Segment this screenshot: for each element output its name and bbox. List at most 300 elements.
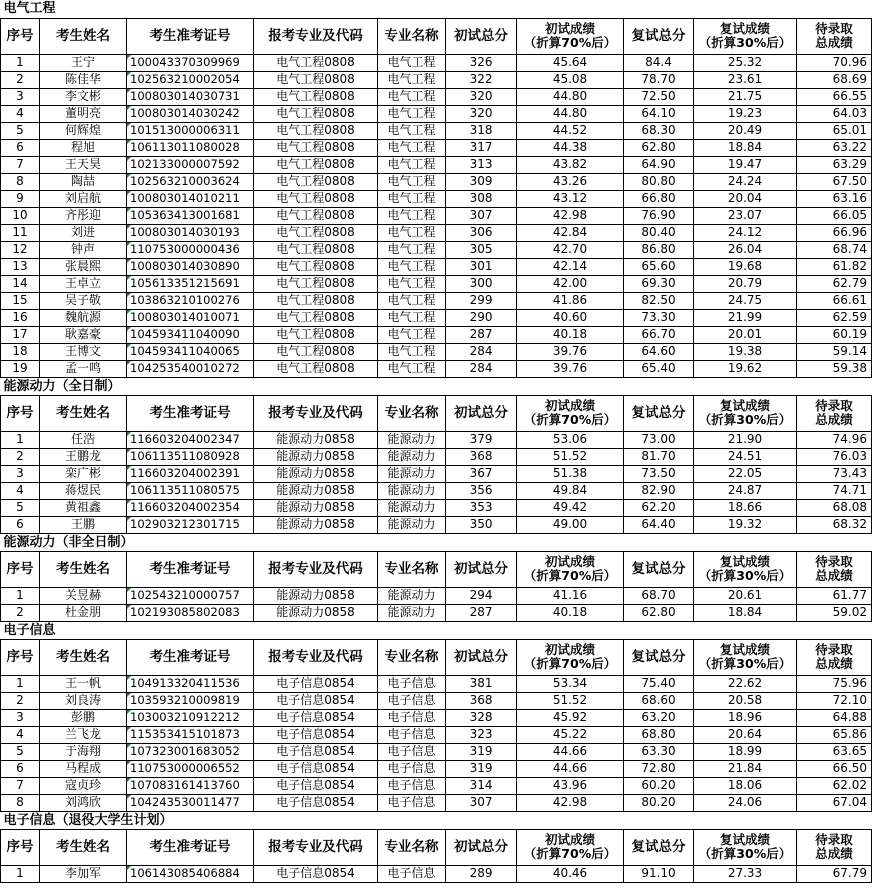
table-row xyxy=(1,794,872,811)
header-retest-total: 复试总分 xyxy=(624,829,694,865)
cell-prelim-total: 379 xyxy=(446,431,517,448)
cell-major-name: 电气工程 xyxy=(378,275,446,292)
cell-final-total: 62.02 xyxy=(797,777,872,794)
cell-seq: 2 xyxy=(1,71,40,88)
cell-prelim-total: 320 xyxy=(446,88,517,105)
cell-retest-weighted: 20.01 xyxy=(694,326,797,343)
cell-retest-total: 84.4 xyxy=(624,54,694,71)
cell-prelim-weighted: 49.42 xyxy=(517,499,624,516)
cell-retest-total: 64.40 xyxy=(624,516,694,533)
table-row xyxy=(1,726,872,743)
cell-final-total: 64.03 xyxy=(797,105,872,122)
cell-major-code: 电子信息0854 xyxy=(254,865,378,882)
cell-prelim-weighted: 44.66 xyxy=(517,743,624,760)
cell-retest-weighted: 24.51 xyxy=(694,448,797,465)
cell-exam-id: 115353415101873 xyxy=(127,726,254,743)
section-title: 能源动力（非全日制） xyxy=(1,533,127,551)
table-row xyxy=(1,448,872,465)
cell-retest-total: 65.60 xyxy=(624,258,694,275)
table-row xyxy=(1,743,872,760)
cell-major-name: 能源动力 xyxy=(378,465,446,482)
blank-cell xyxy=(797,621,872,639)
header-retest-weighted: 复试成绩 （折算30%后） xyxy=(694,395,797,431)
cell-major-code: 电子信息0854 xyxy=(254,709,378,726)
cell-major-name: 电气工程 xyxy=(378,343,446,360)
cell-major-code: 电气工程0808 xyxy=(254,258,378,275)
cell-final-total: 70.96 xyxy=(797,54,872,71)
cell-retest-weighted: 21.75 xyxy=(694,88,797,105)
cell-retest-total: 63.30 xyxy=(624,743,694,760)
cell-major-name: 能源动力 xyxy=(378,499,446,516)
table-row xyxy=(1,88,872,105)
cell-major-name: 电子信息 xyxy=(378,709,446,726)
cell-name: 王博文 xyxy=(40,343,127,360)
cell-major-code: 电气工程0808 xyxy=(254,275,378,292)
cell-major-code: 电子信息0854 xyxy=(254,743,378,760)
cell-final-total: 62.59 xyxy=(797,309,872,326)
cell-retest-total: 81.70 xyxy=(624,448,694,465)
table-row xyxy=(1,139,872,156)
table-row xyxy=(1,499,872,516)
cell-seq: 9 xyxy=(1,190,40,207)
blank-cell xyxy=(378,811,446,829)
blank-cell xyxy=(378,377,446,395)
header-row xyxy=(1,395,872,431)
cell-retest-total: 62.20 xyxy=(624,499,694,516)
cell-retest-total: 66.70 xyxy=(624,326,694,343)
cell-exam-id: 104253540010272 xyxy=(127,360,254,377)
cell-name: 刘进 xyxy=(40,224,127,241)
cell-name: 钟声 xyxy=(40,241,127,258)
header-major-name: 专业名称 xyxy=(378,18,446,54)
blank-cell xyxy=(517,533,624,551)
cell-retest-weighted: 24.12 xyxy=(694,224,797,241)
cell-retest-weighted: 24.24 xyxy=(694,173,797,190)
cell-major-code: 电气工程0808 xyxy=(254,88,378,105)
cell-name: 李文彬 xyxy=(40,88,127,105)
table-row xyxy=(1,224,872,241)
cell-seq: 3 xyxy=(1,709,40,726)
cell-prelim-weighted: 51.38 xyxy=(517,465,624,482)
cell-seq: 1 xyxy=(1,675,40,692)
cell-final-total: 64.88 xyxy=(797,709,872,726)
cell-retest-weighted: 18.06 xyxy=(694,777,797,794)
header-major-code: 报考专业及代码 xyxy=(254,829,378,865)
table-row xyxy=(1,207,872,224)
cell-prelim-total: 350 xyxy=(446,516,517,533)
cell-final-total: 76.03 xyxy=(797,448,872,465)
cell-prelim-weighted: 43.82 xyxy=(517,156,624,173)
cell-name: 寇贞珍 xyxy=(40,777,127,794)
table-row xyxy=(1,760,872,777)
cell-retest-total: 72.80 xyxy=(624,760,694,777)
table-row xyxy=(1,122,872,139)
cell-retest-total: 73.30 xyxy=(624,309,694,326)
cell-retest-weighted: 21.99 xyxy=(694,309,797,326)
blank-cell xyxy=(797,533,872,551)
cell-retest-weighted: 18.66 xyxy=(694,499,797,516)
cell-name: 王宁 xyxy=(40,54,127,71)
cell-exam-id: 102543210000757 xyxy=(127,587,254,604)
cell-major-name: 电气工程 xyxy=(378,292,446,309)
header-row xyxy=(1,639,872,675)
cell-exam-id: 100803014030731 xyxy=(127,88,254,105)
cell-major-name: 能源动力 xyxy=(378,448,446,465)
cell-exam-id: 104243530011477 xyxy=(127,794,254,811)
header-major-name: 专业名称 xyxy=(378,395,446,431)
cell-prelim-total: 307 xyxy=(446,794,517,811)
cell-final-total: 61.82 xyxy=(797,258,872,275)
header-prelim-total: 初试总分 xyxy=(446,395,517,431)
cell-final-total: 66.55 xyxy=(797,88,872,105)
cell-final-total: 66.05 xyxy=(797,207,872,224)
cell-name: 于海翔 xyxy=(40,743,127,760)
cell-name: 何辉煌 xyxy=(40,122,127,139)
cell-seq: 6 xyxy=(1,760,40,777)
cell-final-total: 72.10 xyxy=(797,692,872,709)
cell-major-name: 电子信息 xyxy=(378,794,446,811)
cell-prelim-weighted: 42.00 xyxy=(517,275,624,292)
cell-major-name: 电子信息 xyxy=(378,777,446,794)
cell-retest-total: 68.80 xyxy=(624,726,694,743)
cell-retest-weighted: 20.58 xyxy=(694,692,797,709)
cell-final-total: 68.32 xyxy=(797,516,872,533)
table-row xyxy=(1,431,872,448)
cell-prelim-total: 322 xyxy=(446,71,517,88)
cell-retest-total: 62.80 xyxy=(624,604,694,621)
cell-retest-total: 75.40 xyxy=(624,675,694,692)
cell-retest-weighted: 24.87 xyxy=(694,482,797,499)
cell-exam-id: 107083161413760 xyxy=(127,777,254,794)
cell-exam-id: 100043370309969 xyxy=(127,54,254,71)
table-row xyxy=(1,292,872,309)
cell-retest-total: 73.00 xyxy=(624,431,694,448)
cell-retest-total: 82.90 xyxy=(624,482,694,499)
cell-prelim-weighted: 40.18 xyxy=(517,604,624,621)
cell-seq: 8 xyxy=(1,794,40,811)
cell-prelim-total: 328 xyxy=(446,709,517,726)
header-final-total: 待录取 总成绩 xyxy=(797,395,872,431)
cell-prelim-total: 305 xyxy=(446,241,517,258)
cell-major-name: 电气工程 xyxy=(378,139,446,156)
cell-major-name: 电气工程 xyxy=(378,105,446,122)
table-row xyxy=(1,343,872,360)
cell-major-code: 能源动力0858 xyxy=(254,499,378,516)
table-row xyxy=(1,190,872,207)
cell-major-code: 电子信息0854 xyxy=(254,760,378,777)
header-exam-id: 考生准考证号 xyxy=(127,551,254,587)
cell-major-code: 电子信息0854 xyxy=(254,692,378,709)
cell-exam-id: 101513000006311 xyxy=(127,122,254,139)
cell-name: 王鹏 xyxy=(40,516,127,533)
cell-major-name: 电气工程 xyxy=(378,207,446,224)
cell-major-code: 电气工程0808 xyxy=(254,156,378,173)
cell-prelim-total: 313 xyxy=(446,156,517,173)
blank-cell xyxy=(517,811,624,829)
cell-final-total: 66.96 xyxy=(797,224,872,241)
cell-major-name: 电气工程 xyxy=(378,71,446,88)
cell-name: 兰飞龙 xyxy=(40,726,127,743)
cell-prelim-weighted: 45.64 xyxy=(517,54,624,71)
cell-name: 张晨熙 xyxy=(40,258,127,275)
cell-exam-id: 102133000007592 xyxy=(127,156,254,173)
blank-cell xyxy=(517,0,624,18)
cell-exam-id: 105613351215691 xyxy=(127,275,254,292)
table-row xyxy=(1,241,872,258)
cell-seq: 15 xyxy=(1,292,40,309)
cell-prelim-weighted: 49.84 xyxy=(517,482,624,499)
cell-name: 刘良涛 xyxy=(40,692,127,709)
blank-cell xyxy=(624,621,694,639)
cell-exam-id: 100803014010211 xyxy=(127,190,254,207)
cell-name: 彭鹏 xyxy=(40,709,127,726)
header-final-total: 待录取 总成绩 xyxy=(797,551,872,587)
cell-name: 黄祖鑫 xyxy=(40,499,127,516)
cell-prelim-total: 307 xyxy=(446,207,517,224)
header-exam-id: 考生准考证号 xyxy=(127,18,254,54)
cell-major-name: 能源动力 xyxy=(378,587,446,604)
blank-cell xyxy=(254,377,378,395)
cell-prelim-weighted: 51.52 xyxy=(517,448,624,465)
cell-seq: 11 xyxy=(1,224,40,241)
cell-major-code: 电气工程0808 xyxy=(254,343,378,360)
cell-name: 程旭 xyxy=(40,139,127,156)
header-major-code: 报考专业及代码 xyxy=(254,395,378,431)
section-title-row xyxy=(1,533,872,551)
cell-major-code: 能源动力0858 xyxy=(254,516,378,533)
cell-retest-weighted: 26.04 xyxy=(694,241,797,258)
cell-prelim-weighted: 41.16 xyxy=(517,587,624,604)
cell-retest-weighted: 20.49 xyxy=(694,122,797,139)
cell-retest-total: 72.50 xyxy=(624,88,694,105)
table-row xyxy=(1,275,872,292)
cell-major-code: 电气工程0808 xyxy=(254,105,378,122)
blank-cell xyxy=(254,811,378,829)
cell-seq: 6 xyxy=(1,139,40,156)
cell-major-name: 电气工程 xyxy=(378,309,446,326)
cell-major-name: 能源动力 xyxy=(378,604,446,621)
cell-final-total: 75.96 xyxy=(797,675,872,692)
cell-exam-id: 106143085406884 xyxy=(127,865,254,882)
cell-prelim-total: 306 xyxy=(446,224,517,241)
blank-cell xyxy=(127,0,254,18)
cell-retest-total: 64.90 xyxy=(624,156,694,173)
cell-name: 关昱赫 xyxy=(40,587,127,604)
cell-major-code: 电气工程0808 xyxy=(254,139,378,156)
blank-cell xyxy=(446,377,517,395)
cell-retest-weighted: 18.99 xyxy=(694,743,797,760)
cell-major-code: 电气工程0808 xyxy=(254,207,378,224)
table-row xyxy=(1,709,872,726)
cell-prelim-weighted: 44.52 xyxy=(517,122,624,139)
cell-final-total: 66.61 xyxy=(797,292,872,309)
cell-name: 董明亮 xyxy=(40,105,127,122)
cell-retest-weighted: 18.96 xyxy=(694,709,797,726)
cell-final-total: 67.50 xyxy=(797,173,872,190)
cell-major-name: 电子信息 xyxy=(378,726,446,743)
cell-retest-weighted: 19.23 xyxy=(694,105,797,122)
cell-retest-total: 80.40 xyxy=(624,224,694,241)
cell-name: 耿嘉豪 xyxy=(40,326,127,343)
header-exam-id: 考生准考证号 xyxy=(127,829,254,865)
cell-seq: 10 xyxy=(1,207,40,224)
cell-prelim-total: 319 xyxy=(446,760,517,777)
header-retest-total: 复试总分 xyxy=(624,18,694,54)
cell-retest-total: 80.80 xyxy=(624,173,694,190)
cell-major-name: 电气工程 xyxy=(378,326,446,343)
cell-major-name: 能源动力 xyxy=(378,516,446,533)
cell-retest-weighted: 21.90 xyxy=(694,431,797,448)
cell-major-code: 能源动力0858 xyxy=(254,604,378,621)
cell-exam-id: 103003210912212 xyxy=(127,709,254,726)
cell-name: 刘启航 xyxy=(40,190,127,207)
blank-cell xyxy=(797,0,872,18)
cell-retest-weighted: 18.84 xyxy=(694,604,797,621)
header-retest-total: 复试总分 xyxy=(624,551,694,587)
cell-exam-id: 104593411040090 xyxy=(127,326,254,343)
cell-prelim-total: 300 xyxy=(446,275,517,292)
cell-final-total: 59.14 xyxy=(797,343,872,360)
cell-retest-weighted: 20.79 xyxy=(694,275,797,292)
cell-prelim-total: 284 xyxy=(446,343,517,360)
header-retest-total: 复试总分 xyxy=(624,639,694,675)
section-title-row xyxy=(1,811,872,829)
cell-prelim-total: 301 xyxy=(446,258,517,275)
cell-prelim-weighted: 40.46 xyxy=(517,865,624,882)
cell-seq: 7 xyxy=(1,777,40,794)
cell-retest-weighted: 19.47 xyxy=(694,156,797,173)
cell-exam-id: 110753000000436 xyxy=(127,241,254,258)
cell-seq: 4 xyxy=(1,726,40,743)
cell-major-code: 电气工程0808 xyxy=(254,360,378,377)
cell-retest-weighted: 19.32 xyxy=(694,516,797,533)
cell-retest-total: 80.20 xyxy=(624,794,694,811)
cell-major-code: 电气工程0808 xyxy=(254,309,378,326)
header-name: 考生姓名 xyxy=(40,395,127,431)
header-seq: 序号 xyxy=(1,551,40,587)
section-title-row xyxy=(1,377,872,395)
cell-final-total: 74.96 xyxy=(797,431,872,448)
blank-cell xyxy=(624,0,694,18)
cell-retest-weighted: 20.04 xyxy=(694,190,797,207)
cell-retest-weighted: 22.05 xyxy=(694,465,797,482)
cell-final-total: 65.86 xyxy=(797,726,872,743)
header-seq: 序号 xyxy=(1,18,40,54)
cell-seq: 1 xyxy=(1,865,40,882)
cell-seq: 5 xyxy=(1,499,40,516)
cell-seq: 4 xyxy=(1,105,40,122)
cell-prelim-weighted: 40.18 xyxy=(517,326,624,343)
header-major-code: 报考专业及代码 xyxy=(254,18,378,54)
cell-prelim-total: 289 xyxy=(446,865,517,882)
cell-major-code: 电子信息0854 xyxy=(254,794,378,811)
section-title: 电子信息 xyxy=(1,621,127,639)
cell-prelim-total: 381 xyxy=(446,675,517,692)
cell-prelim-weighted: 39.76 xyxy=(517,343,624,360)
cell-seq: 16 xyxy=(1,309,40,326)
cell-prelim-total: 367 xyxy=(446,465,517,482)
cell-prelim-weighted: 44.66 xyxy=(517,760,624,777)
cell-retest-weighted: 20.64 xyxy=(694,726,797,743)
cell-retest-total: 68.30 xyxy=(624,122,694,139)
cell-major-name: 电气工程 xyxy=(378,156,446,173)
cell-prelim-weighted: 42.84 xyxy=(517,224,624,241)
cell-final-total: 63.29 xyxy=(797,156,872,173)
cell-seq: 5 xyxy=(1,743,40,760)
cell-prelim-weighted: 42.14 xyxy=(517,258,624,275)
cell-prelim-weighted: 43.26 xyxy=(517,173,624,190)
cell-prelim-total: 353 xyxy=(446,499,517,516)
cell-major-name: 电气工程 xyxy=(378,241,446,258)
cell-exam-id: 100803014030890 xyxy=(127,258,254,275)
cell-name: 陶喆 xyxy=(40,173,127,190)
cell-major-name: 电子信息 xyxy=(378,692,446,709)
blank-cell xyxy=(378,0,446,18)
table-row xyxy=(1,258,872,275)
table-row xyxy=(1,777,872,794)
table-row xyxy=(1,71,872,88)
cell-prelim-weighted: 53.34 xyxy=(517,675,624,692)
header-major-code: 报考专业及代码 xyxy=(254,551,378,587)
header-major-name: 专业名称 xyxy=(378,551,446,587)
cell-retest-weighted: 24.06 xyxy=(694,794,797,811)
cell-prelim-total: 294 xyxy=(446,587,517,604)
header-prelim-total: 初试总分 xyxy=(446,551,517,587)
cell-retest-weighted: 23.61 xyxy=(694,71,797,88)
blank-cell xyxy=(694,811,797,829)
cell-major-name: 电子信息 xyxy=(378,743,446,760)
blank-cell xyxy=(254,621,378,639)
cell-exam-id: 102193085802083 xyxy=(127,604,254,621)
cell-name: 王卓立 xyxy=(40,275,127,292)
cell-prelim-total: 368 xyxy=(446,692,517,709)
table-row xyxy=(1,587,872,604)
cell-major-name: 电气工程 xyxy=(378,224,446,241)
cell-exam-id: 103863210100276 xyxy=(127,292,254,309)
cell-prelim-weighted: 51.52 xyxy=(517,692,624,709)
cell-prelim-total: 318 xyxy=(446,122,517,139)
header-row xyxy=(1,829,872,865)
cell-major-code: 电气工程0808 xyxy=(254,122,378,139)
header-exam-id: 考生准考证号 xyxy=(127,395,254,431)
cell-seq: 5 xyxy=(1,122,40,139)
table-row xyxy=(1,482,872,499)
cell-final-total: 62.79 xyxy=(797,275,872,292)
cell-prelim-weighted: 43.96 xyxy=(517,777,624,794)
cell-final-total: 66.50 xyxy=(797,760,872,777)
table-row xyxy=(1,360,872,377)
cell-major-code: 电气工程0808 xyxy=(254,326,378,343)
header-seq: 序号 xyxy=(1,395,40,431)
cell-name: 吴子敬 xyxy=(40,292,127,309)
cell-final-total: 59.38 xyxy=(797,360,872,377)
header-name: 考生姓名 xyxy=(40,551,127,587)
table-row xyxy=(1,105,872,122)
cell-major-code: 能源动力0858 xyxy=(254,465,378,482)
cell-major-code: 电气工程0808 xyxy=(254,190,378,207)
cell-prelim-weighted: 42.70 xyxy=(517,241,624,258)
header-retest-weighted: 复试成绩 （折算30%后） xyxy=(694,18,797,54)
cell-major-name: 电气工程 xyxy=(378,173,446,190)
table-row xyxy=(1,516,872,533)
cell-prelim-weighted: 41.86 xyxy=(517,292,624,309)
cell-exam-id: 107323001683052 xyxy=(127,743,254,760)
cell-major-code: 电子信息0854 xyxy=(254,675,378,692)
cell-prelim-total: 314 xyxy=(446,777,517,794)
table-row xyxy=(1,604,872,621)
cell-retest-total: 64.10 xyxy=(624,105,694,122)
header-seq: 序号 xyxy=(1,639,40,675)
